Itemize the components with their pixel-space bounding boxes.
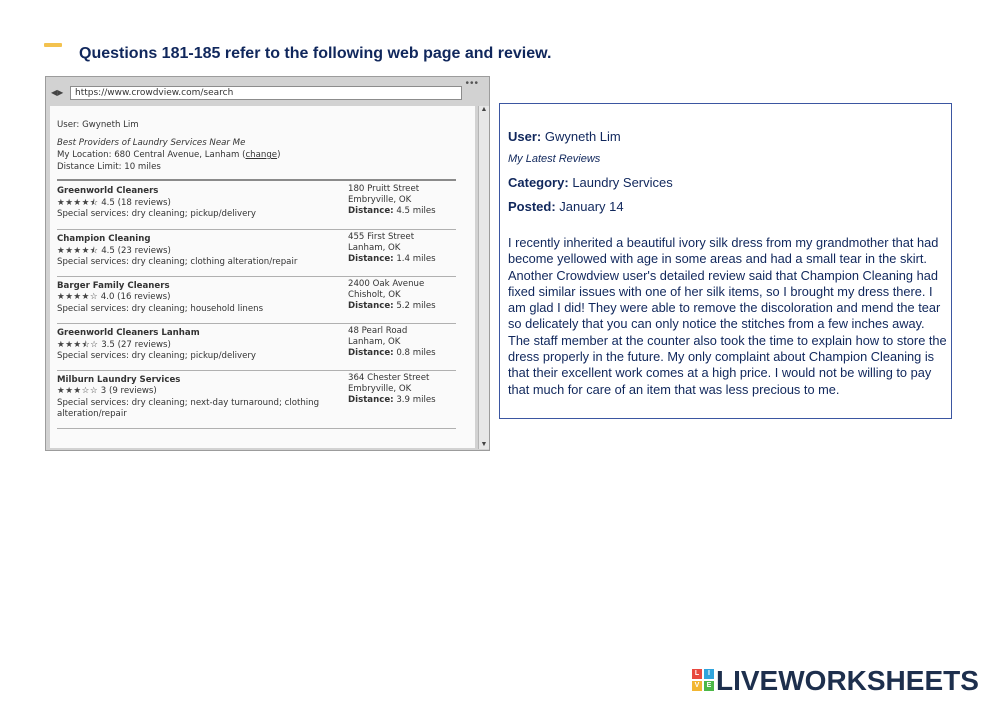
listing-rating <box>57 292 170 302</box>
review-subtitle: My Latest Reviews <box>508 153 601 165</box>
distance-limit-value: 10 miles <box>124 162 161 172</box>
logo-tile: E <box>704 681 714 691</box>
url-field[interactable]: https://www.crowdview.com/search <box>70 86 462 100</box>
listing-services: Special services: dry cleaning; pickup/delivery <box>57 209 257 219</box>
distance-limit-label: Distance Limit: <box>57 162 122 172</box>
distance-label: Distance: <box>348 206 394 216</box>
review-panel <box>499 103 952 419</box>
listing-services: Special services: dry cleaning; pickup/delivery <box>57 351 257 361</box>
distance-value: 3.9 miles <box>396 395 436 405</box>
listing-street: 2400 Oak Avenue <box>348 279 425 289</box>
change-location-link[interactable]: change <box>245 150 278 160</box>
listing-city: Chisholt, OK <box>348 290 401 300</box>
browser-window <box>45 76 490 451</box>
rating-text: 4.0 (16 reviews) <box>100 292 171 302</box>
review-posted-label: Posted: <box>508 199 556 214</box>
review-category-label: Category: <box>508 175 569 190</box>
distance-limit-line <box>57 162 161 173</box>
listing-city: Embryville, OK <box>348 384 412 394</box>
review-category-value: Laundry Services <box>572 175 673 190</box>
star-rating-icon: ★★★★⯪ <box>57 198 99 208</box>
listing-city: Lanham, OK <box>348 337 401 347</box>
divider <box>57 323 456 324</box>
listing-name[interactable]: Greenworld Cleaners Lanham <box>57 328 200 338</box>
listing-address <box>348 373 436 406</box>
rating-text: 4.5 (23 reviews) <box>101 246 171 256</box>
location-line: My Location: 680 Central Avenue, Lanham (change) <box>57 150 281 160</box>
listing-item[interactable] <box>57 234 456 280</box>
listing-city: Embryville, OK <box>348 195 412 205</box>
review-body: I recently inherited a beautiful ivory silk dress from my grandmother that had become yellowed with age in some areas and had a small tear in the skirt. Another Crowdview user's detailed review said that Champion Cleaning had fixed similar issues with one of her silk items, so I brought my dress there. I am glad I did! They were able to remove the discoloration and mend the tear so delicately that you can only notice the stitches from a few inches away. The staff member at the counter also took the time to explain how to store the dress properly in the future. My only complaint about Champion Cleaning is that their excellent work comes at a high price. I would not be willing to pay that much for care of an item that was less precious to me. <box>508 235 947 397</box>
divider <box>57 276 456 277</box>
location-label: My Location: <box>57 150 112 160</box>
review-user-line <box>508 129 621 144</box>
scroll-down-icon[interactable]: ▼ <box>480 441 488 448</box>
listing-distance <box>348 348 436 359</box>
listing-item[interactable] <box>57 281 456 327</box>
nav-arrows-icon[interactable]: ◀▶ <box>51 88 64 97</box>
scrollbar[interactable] <box>478 106 489 449</box>
accent-dash <box>44 43 62 47</box>
listing-services: Special services: dry cleaning; household linens <box>57 304 264 314</box>
listing-distance <box>348 254 436 265</box>
logo-grid-icon <box>692 669 714 691</box>
star-rating-icon: ★★★☆☆ <box>57 386 99 396</box>
logo-tile: L <box>692 669 702 679</box>
listing-item[interactable] <box>57 375 456 421</box>
listing-distance <box>348 395 436 406</box>
listing-name[interactable]: Champion Cleaning <box>57 234 151 244</box>
listing-rating <box>57 386 157 396</box>
distance-value: 5.2 miles <box>396 301 436 311</box>
listing-city: Lanham, OK <box>348 243 401 253</box>
listing-name[interactable]: Barger Family Cleaners <box>57 281 170 291</box>
listing-street: 364 Chester Street <box>348 373 430 383</box>
review-posted-line <box>508 199 624 214</box>
star-rating-icon: ★★★★☆ <box>57 292 99 302</box>
browser-menu-dots[interactable]: ••• <box>465 78 479 89</box>
scroll-up-icon[interactable]: ▲ <box>480 106 488 113</box>
listing-name[interactable]: Milburn Laundry Services <box>57 375 181 385</box>
logo-text: LIVEWORKSHEETS <box>716 665 979 696</box>
listing-address <box>348 326 436 359</box>
listing-street: 455 First Street <box>348 232 415 242</box>
distance-value: 1.4 miles <box>396 254 436 264</box>
distance-label: Distance: <box>348 348 394 358</box>
logo-tile: I <box>704 669 714 679</box>
page-heading: Questions 181-185 refer to the following web page and review. <box>79 45 552 62</box>
review-posted-value: January 14 <box>559 199 624 214</box>
listing-address <box>348 279 436 312</box>
divider <box>57 370 456 371</box>
listing-distance <box>348 301 436 312</box>
divider <box>57 428 456 429</box>
distance-label: Distance: <box>348 254 394 264</box>
listing-item[interactable] <box>57 186 456 232</box>
listing-address <box>348 232 436 265</box>
listing-street: 180 Pruitt Street <box>348 184 420 194</box>
distance-value: 4.5 miles <box>396 206 436 216</box>
star-rating-icon: ★★★⯪☆ <box>57 340 99 350</box>
search-title-text: Best Providers of Laundry Services Near Me <box>57 138 246 148</box>
review-user-label: User: <box>508 129 542 144</box>
listing-item[interactable] <box>57 328 456 374</box>
review-user-value: Gwyneth Lim <box>544 129 621 144</box>
distance-value: 0.8 miles <box>396 348 436 358</box>
location-value: 680 Central Avenue, Lanham <box>114 150 240 160</box>
divider <box>57 229 456 230</box>
listing-street: 48 Pearl Road <box>348 326 408 336</box>
star-rating-icon: ★★★★⯪ <box>57 246 99 256</box>
browser-address-bar <box>51 86 459 100</box>
browser-page-content <box>50 106 475 448</box>
distance-label: Distance: <box>348 301 394 311</box>
user-line: User: Gwyneth Lim <box>57 120 139 130</box>
listing-services: Special services: dry cleaning; clothing alteration/repair <box>57 257 298 267</box>
logo-tile: V <box>692 681 702 691</box>
listing-services: Special services: dry cleaning; next-day turnaround; clothing alteration/repair <box>57 398 320 419</box>
search-title <box>57 138 245 149</box>
distance-label: Distance: <box>348 395 394 405</box>
rating-text: 3 (9 reviews) <box>100 386 157 396</box>
listing-name[interactable]: Greenworld Cleaners <box>57 186 159 196</box>
review-category-line <box>508 175 673 190</box>
divider <box>57 179 456 181</box>
rating-text: 4.5 (18 reviews) <box>101 198 171 208</box>
listing-distance <box>348 206 436 217</box>
rating-text: 3.5 (27 reviews) <box>101 340 171 350</box>
listing-address <box>348 184 436 217</box>
